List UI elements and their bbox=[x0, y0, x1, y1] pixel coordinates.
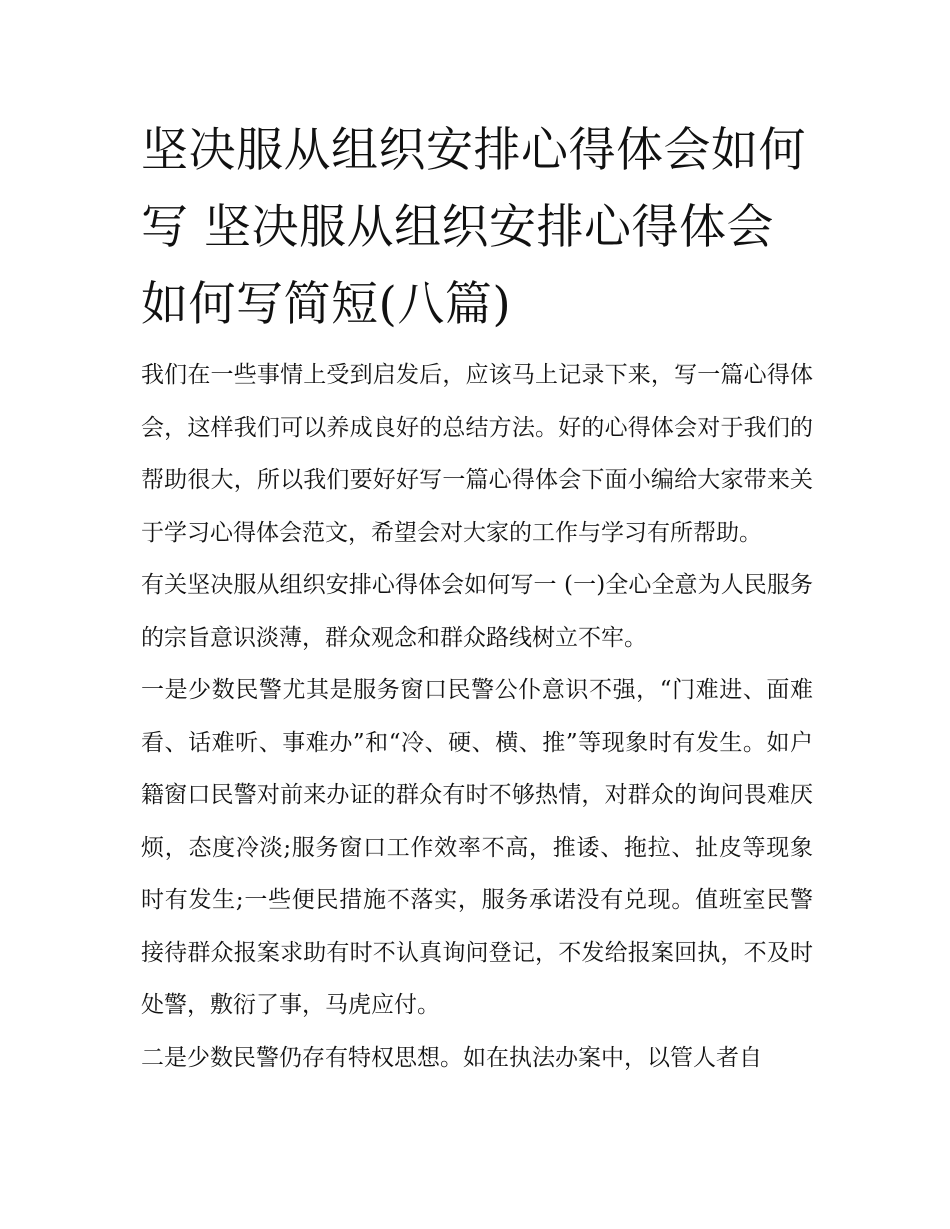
paragraph-point-two: 二是少数民警仍存有特权思想。如在执法办案中，以管人者自 bbox=[141, 1044, 762, 1071]
document-body bbox=[141, 112, 813, 1084]
document-title: 坚决服从组织安排心得体会如何写 坚决服从组织安排心得体会如何写简短(八篇) bbox=[141, 123, 806, 332]
paragraph-intro: 我们在一些事情上受到启发后，应该马上记录下来，写一篇心得体会，这样我们可以养成良好的总结方法。好的心得体会对于我们的帮助很大，所以我们要好好写一篇心得体会下面小编给大家带来关于学习心得体会范文，希望会对大家的工作与学习有所帮助。 bbox=[141, 362, 813, 546]
paragraph-section-one: 有关坚决服从组织安排心得体会如何写一 (一)全心全意为人民服务的宗旨意识淡薄，群众观念和群众路线树立不牢。 bbox=[141, 572, 813, 651]
paragraph-point-one: 一是少数民警尤其是服务窗口民警公仆意识不强，“门难进、面难看、话难听、事难办”和“冷、硬、横、推”等现象时有发生。如户籍窗口民警对前来办证的群众有时不够热情，对群众的询问畏难厌烦，态度冷淡;服务窗口工作效率不高，推诿、拖拉、扯皮等现象时有发生;一些便民措施不落实，服务承诺没有兑现。值班室民警接待群众报案求助有时不认真询问登记，不发给报案回执，不及时处警，敷衍了事，马虎应付。 bbox=[141, 677, 813, 1018]
